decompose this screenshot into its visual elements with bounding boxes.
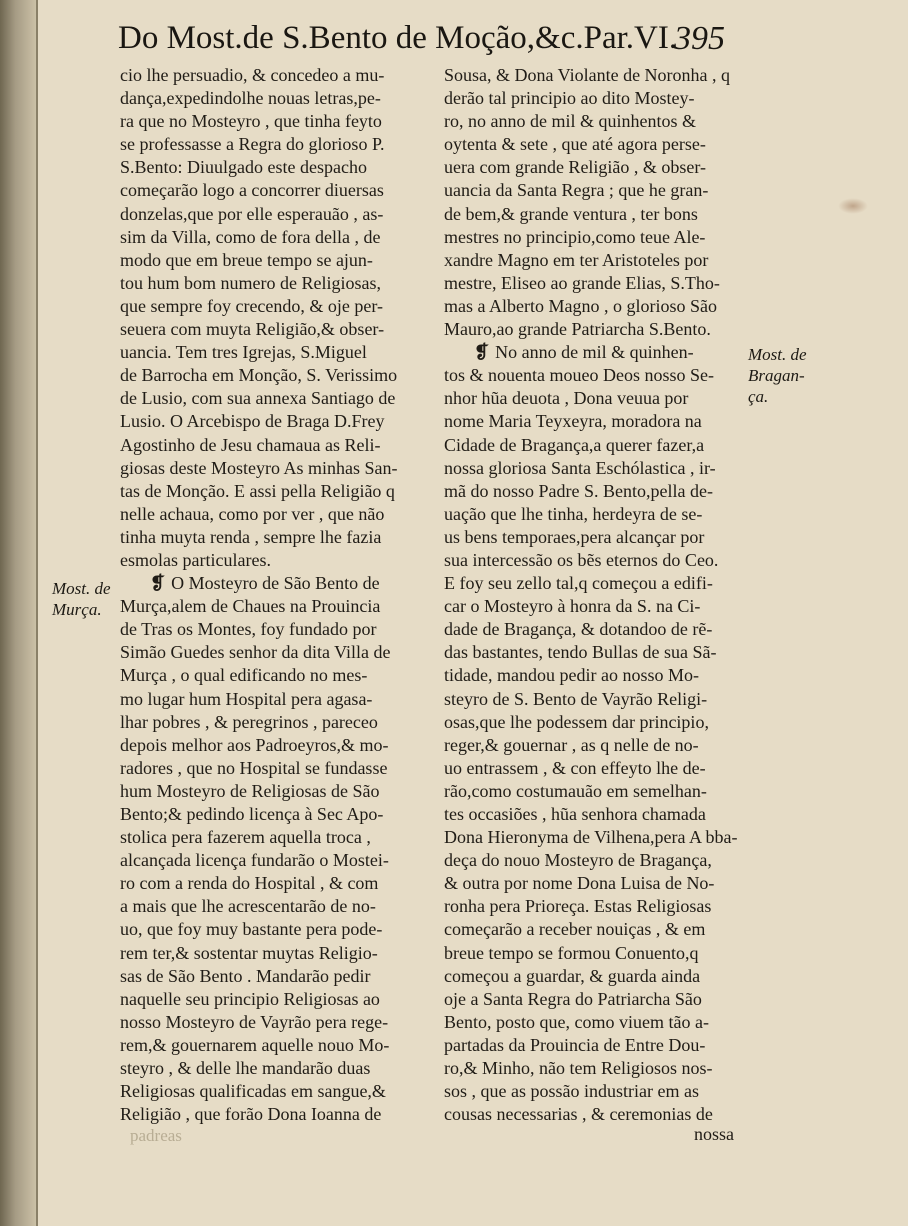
right-column-line xyxy=(444,757,744,780)
bleed-through-text: padreas xyxy=(130,1126,182,1145)
right-column-line xyxy=(444,918,744,941)
right-column-line xyxy=(444,618,744,641)
right-column-line-text: breue tempo se formou Conuento,q xyxy=(444,942,699,963)
left-column-line xyxy=(120,503,420,526)
left-column-line xyxy=(120,64,420,87)
left-column-line xyxy=(120,226,420,249)
left-column-line-text: Religiosas qualificadas em sangue,& xyxy=(120,1081,386,1102)
left-column-line-text: uo, que foy muy bastante pera pode- xyxy=(120,919,383,940)
right-column-line xyxy=(444,688,744,711)
left-column-line-text: Religião , que forão Dona Ioanna de xyxy=(120,1104,382,1125)
right-column-line-text: oje a Santa Regra do Patriarcha São xyxy=(444,988,702,1009)
right-column-line-text: steyro de S. Bento de Vayrão Religi- xyxy=(444,688,708,709)
right-column-line-text: Bento, posto que, como viuem tão a- xyxy=(444,1011,709,1032)
left-column-line xyxy=(120,364,420,387)
right-column-line-text: tos & nouenta moueo Deos nosso Se- xyxy=(444,365,714,386)
left-column-line xyxy=(120,1103,420,1126)
left-column-line-text: sim da Villa, como de fora della , de xyxy=(120,226,381,247)
right-column-line-text: ro, no anno de mil & quinhentos & xyxy=(444,111,696,132)
left-column-line-text: Lusio. O Arcebispo de Braga D.Frey xyxy=(120,411,385,432)
left-column-line-text: tou hum bom numero de Religiosas, xyxy=(120,272,381,293)
right-column-line xyxy=(444,272,744,295)
left-column-line xyxy=(120,688,420,711)
left-column-line xyxy=(120,203,420,226)
right-column-line xyxy=(444,410,744,433)
right-column-line-text: de bem,& grande ventura , ter bons xyxy=(444,203,698,224)
right-column-line xyxy=(444,1057,744,1080)
right-column-line-text: tidade, mandou pedir ao nosso Mo- xyxy=(444,665,699,686)
left-column-line xyxy=(120,87,420,110)
left-text-column xyxy=(120,64,420,1126)
left-column-line xyxy=(120,156,420,179)
left-column-line xyxy=(120,664,420,687)
right-column-line xyxy=(444,133,744,156)
left-column-line-text: sas de São Bento . Mandarão pedir xyxy=(120,965,371,986)
right-column-line xyxy=(444,480,744,503)
right-column-line-text: No anno de mil & quinhen- xyxy=(495,342,694,363)
right-column-line-text: Sousa, & Dona Violante de Noronha , q xyxy=(444,65,731,85)
right-column-line xyxy=(444,203,744,226)
left-column-line xyxy=(120,572,420,595)
right-column-line xyxy=(444,295,744,318)
left-column-line xyxy=(120,942,420,965)
left-column-line xyxy=(120,826,420,849)
right-column-line-text: osas,que lhe podessem dar principio, xyxy=(444,711,709,732)
left-column-line-text: esmolas particulares. xyxy=(120,549,271,570)
right-column-line xyxy=(444,1034,744,1057)
right-column-line xyxy=(444,711,744,734)
left-column-line-text: se professasse a Regra do glorioso P. xyxy=(120,134,385,155)
left-column-line-text: tas de Monção. E assi pella Religião q xyxy=(120,480,395,501)
right-column-line xyxy=(444,942,744,965)
right-column-line xyxy=(444,734,744,757)
page-gutter xyxy=(0,0,38,1226)
right-column-line-text: Dona Hieronyma de Vilhena,pera A bba- xyxy=(444,827,738,848)
running-header xyxy=(118,20,878,68)
right-column-line-text: Mauro,ao grande Patriarcha S.Bento. xyxy=(444,319,711,340)
paper-stain xyxy=(838,198,868,214)
right-column-line-text: car o Mosteyro à honra da S. na Ci- xyxy=(444,596,701,617)
left-column-line-text: steyro , & delle lhe mandarão duas xyxy=(120,1058,371,1079)
right-column-line xyxy=(444,1011,744,1034)
left-column-line xyxy=(120,434,420,457)
margin-note-line: Most. de xyxy=(748,345,807,364)
left-column-line xyxy=(120,249,420,272)
right-column-line xyxy=(444,872,744,895)
left-column-line xyxy=(120,780,420,803)
left-column-line xyxy=(120,1057,420,1080)
right-column-line xyxy=(444,849,744,872)
right-column-line xyxy=(444,664,744,687)
left-column-line xyxy=(120,410,420,433)
left-column-line-text: nosso Mosteyro de Vayrão pera rege- xyxy=(120,1011,389,1032)
right-column-line xyxy=(444,526,744,549)
left-column-line xyxy=(120,849,420,872)
right-column-line-text: uera com grande Religião , & obser- xyxy=(444,157,707,178)
left-column-line-text: uancia. Tem tres Igrejas, S.Miguel xyxy=(120,342,367,363)
right-column-line-text: começarão a receber nouiças , & em xyxy=(444,919,706,940)
right-column-line-text: nome Maria Teyxeyra, moradora na xyxy=(444,411,702,432)
left-column-line xyxy=(120,918,420,941)
left-column-line xyxy=(120,872,420,895)
right-column-line-text: uancia da Santa Regra ; que he gran- xyxy=(444,180,709,201)
left-column-line-text: stolica pera fazerem aquella troca , xyxy=(120,827,371,848)
left-column-line xyxy=(120,1080,420,1103)
right-column-line xyxy=(444,156,744,179)
right-column-line xyxy=(444,434,744,457)
right-column-line xyxy=(444,387,744,410)
right-column-line xyxy=(444,895,744,918)
right-column-line xyxy=(444,780,744,803)
right-column-line-text: mestres no principio,como teue Ale- xyxy=(444,226,706,247)
catchword: nossa xyxy=(694,1124,734,1144)
right-column-line-text: rão,como costumauão em semelhan- xyxy=(444,780,707,801)
left-column-line xyxy=(120,387,420,410)
left-column-line xyxy=(120,641,420,664)
right-column-line-text: das bastantes, tendo Bullas de sua Sã- xyxy=(444,642,717,663)
right-column-line xyxy=(444,803,744,826)
right-column-line xyxy=(444,965,744,988)
left-column-line xyxy=(120,341,420,364)
right-column-line xyxy=(444,826,744,849)
right-column-line xyxy=(444,364,744,387)
right-column-line-text: mestre, Eliseo ao grande Elias, S.Tho- xyxy=(444,272,720,293)
left-column-line-text: giosas deste Mosteyro As minhas San- xyxy=(120,457,398,478)
left-column-line xyxy=(120,457,420,480)
right-column-line-text: reger,& gouernar , as q nelle de no- xyxy=(444,734,699,755)
left-column-line-text: seuera com muyta Religião,& obser- xyxy=(120,319,385,340)
left-column-line xyxy=(120,526,420,549)
left-column-line-text: modo que em breue tempo se ajun- xyxy=(120,249,373,270)
left-column-line-text: Agostinho de Jesu chamaua as Reli- xyxy=(120,434,381,455)
right-column-line-text: oytenta & sete , que até agora perse- xyxy=(444,134,706,155)
right-column-line xyxy=(444,457,744,480)
left-column-line xyxy=(120,1034,420,1057)
right-column-line xyxy=(444,1080,744,1103)
margin-note-line: Murça. xyxy=(52,600,102,619)
left-column-line xyxy=(120,110,420,133)
left-column-line-text: Bento;& pedindo licença à Sec Apo- xyxy=(120,804,384,824)
margin-note-line: ça. xyxy=(748,387,769,406)
left-column-line-text: de Barrocha em Monção, S. Verissimo xyxy=(120,365,398,386)
running-title: Do Most.de S.Bento de Moção,&c.Par.VI. xyxy=(118,20,678,56)
left-column-line-text: Murça , o qual edificando no mes- xyxy=(120,665,368,686)
left-column-line-text: que sempre foy crecendo, & oje per- xyxy=(120,295,384,316)
left-column-line-text: de Tras os Montes, foy fundado por xyxy=(120,619,377,640)
right-column-line xyxy=(444,249,744,272)
right-column-line xyxy=(444,110,744,133)
right-column-line xyxy=(444,226,744,249)
left-column-line-text: naquelle seu principio Religiosas ao xyxy=(120,988,380,1009)
right-column-line xyxy=(444,341,744,364)
left-column-line xyxy=(120,133,420,156)
left-column-line xyxy=(120,618,420,641)
left-column-line-text: depois melhor aos Padroeyros,& mo- xyxy=(120,734,389,755)
left-column-line xyxy=(120,895,420,918)
left-column-line-text: rem,& gouernarem aquelle nouo Mo- xyxy=(120,1034,390,1055)
left-column-line-text: nelle achaua, como por ver , que não xyxy=(120,503,385,524)
left-column-line xyxy=(120,272,420,295)
right-column-line-text: Cidade de Bragança,a querer fazer,a xyxy=(444,434,705,455)
right-column-line-text: uo entrassem , & con effeyto lhe de- xyxy=(444,757,706,778)
left-column-line xyxy=(120,295,420,318)
left-column-line-text: Murça,alem de Chaues na Prouincia xyxy=(120,596,381,617)
left-column-line-text: rem ter,& sostentar muytas Religio- xyxy=(120,942,378,963)
left-column-line-text: tinha muyta renda , sempre lhe fazia xyxy=(120,526,382,547)
right-column-line-text: mã do nosso Padre S. Bento,pella de- xyxy=(444,480,713,501)
gutter-edge xyxy=(36,0,38,1226)
left-column-line xyxy=(120,803,420,826)
right-column-line-text: dade de Bragança, & dotandoo de rẽ- xyxy=(444,619,713,640)
right-column-line-text: nossa gloriosa Santa Eschólastica , ir- xyxy=(444,457,716,478)
right-column-line xyxy=(444,318,744,341)
right-column-line-text: partadas da Prouincia de Entre Dou- xyxy=(444,1034,706,1055)
left-column-line xyxy=(120,480,420,503)
left-column-line-text: donzelas,que por elle esperauão , as- xyxy=(120,203,384,224)
left-column-line xyxy=(120,318,420,341)
right-column-line-text: mas a Alberto Magno , o glorioso São xyxy=(444,295,717,316)
left-column-line-text: O Mosteyro de São Bento de xyxy=(171,573,380,594)
right-column-line-text: ro,& Minho, não tem Religiosos nos- xyxy=(444,1058,713,1079)
left-column-line xyxy=(120,179,420,202)
right-column-line xyxy=(444,549,744,572)
left-column-line-text: hum Mosteyro de Religiosas de São xyxy=(120,780,380,801)
left-column-line-text: de Lusio, com sua annexa Santiago de xyxy=(120,388,396,409)
left-column-line-text: começarão logo a concorrer diuersas xyxy=(120,180,384,201)
left-column-line-text: radores , que no Hospital se fundasse xyxy=(120,757,388,778)
right-column-line-text: uação que lhe tinha, herdeyra de se- xyxy=(444,503,703,524)
paragraph-mark-icon: ❡ xyxy=(474,342,490,363)
right-column-line xyxy=(444,1103,744,1126)
left-column-line xyxy=(120,988,420,1011)
right-column-line-text: & outra por nome Dona Luisa de No- xyxy=(444,873,715,894)
left-column-line xyxy=(120,734,420,757)
right-column-line-text: sos , que as possão industriar em as xyxy=(444,1081,699,1102)
margin-note-line: Most. de xyxy=(52,579,111,598)
right-column-line-text: xandre Magno em ter Aristoteles por xyxy=(444,249,709,270)
right-column-line-text: E foy seu zello tal,q começou a edifi- xyxy=(444,573,713,594)
left-column-line xyxy=(120,1011,420,1034)
left-column-line-text: alcançada licença fundarão o Mostei- xyxy=(120,850,389,871)
left-column-line xyxy=(120,595,420,618)
paragraph-mark-icon: ❡ xyxy=(150,573,166,594)
right-column-line xyxy=(444,641,744,664)
left-column-line-text: S.Bento: Diuulgado este despacho xyxy=(120,157,367,178)
right-column-line xyxy=(444,595,744,618)
right-column-line-text: sua intercessão os bẽs eternos do Ceo. xyxy=(444,549,719,570)
left-column-line-text: a mais que lhe acrescentarão de no- xyxy=(120,896,376,917)
left-column-line-text: Simão Guedes senhor da dita Villa de xyxy=(120,642,391,663)
right-column-line-text: cousas necessarias , & ceremonias de xyxy=(444,1104,713,1125)
left-column-line xyxy=(120,757,420,780)
left-column-line xyxy=(120,549,420,572)
margin-note-line: Bragan- xyxy=(748,366,805,385)
left-column-line-text: ro com a renda do Hospital , & com xyxy=(120,873,379,894)
margin-note-murca xyxy=(52,578,118,620)
right-column-line-text: começou a guardar, & guarda ainda xyxy=(444,965,701,986)
right-column-line-text: ronha pera Prioreça. Estas Religiosas xyxy=(444,896,712,917)
left-column-line-text: dança,expedindolhe nouas letras,pe- xyxy=(120,88,381,109)
right-column-line-text: deça do nouo Mosteyro de Bragança, xyxy=(444,850,712,871)
left-column-line-text: lhar pobres , & peregrinos , pareceo xyxy=(120,711,378,732)
left-column-line-text: cio lhe persuadio, & concedeo a mu- xyxy=(120,65,385,85)
right-column-line xyxy=(444,64,744,87)
left-column-line xyxy=(120,711,420,734)
right-column-line-text: derão tal principio ao dito Mostey- xyxy=(444,88,695,109)
margin-note-braganca xyxy=(748,344,828,407)
right-column-line-text: nhor hũa deuota , Dona veuua por xyxy=(444,388,689,409)
left-column-line-text: mo lugar hum Hospital pera agasa- xyxy=(120,688,373,709)
left-column-line-text: ra que no Mosteyro , que tinha feyto xyxy=(120,111,382,132)
left-column-line xyxy=(120,965,420,988)
right-column-line xyxy=(444,503,744,526)
right-column-line xyxy=(444,988,744,1011)
right-column-line xyxy=(444,179,744,202)
right-column-line xyxy=(444,572,744,595)
right-column-line xyxy=(444,87,744,110)
right-column-line-text: tes occasiões , hũa senhora chamada xyxy=(444,804,706,824)
right-text-column xyxy=(444,64,744,1126)
right-column-line-text: us bens temporaes,pera alcançar por xyxy=(444,526,705,547)
page-number: 395 xyxy=(674,20,725,57)
